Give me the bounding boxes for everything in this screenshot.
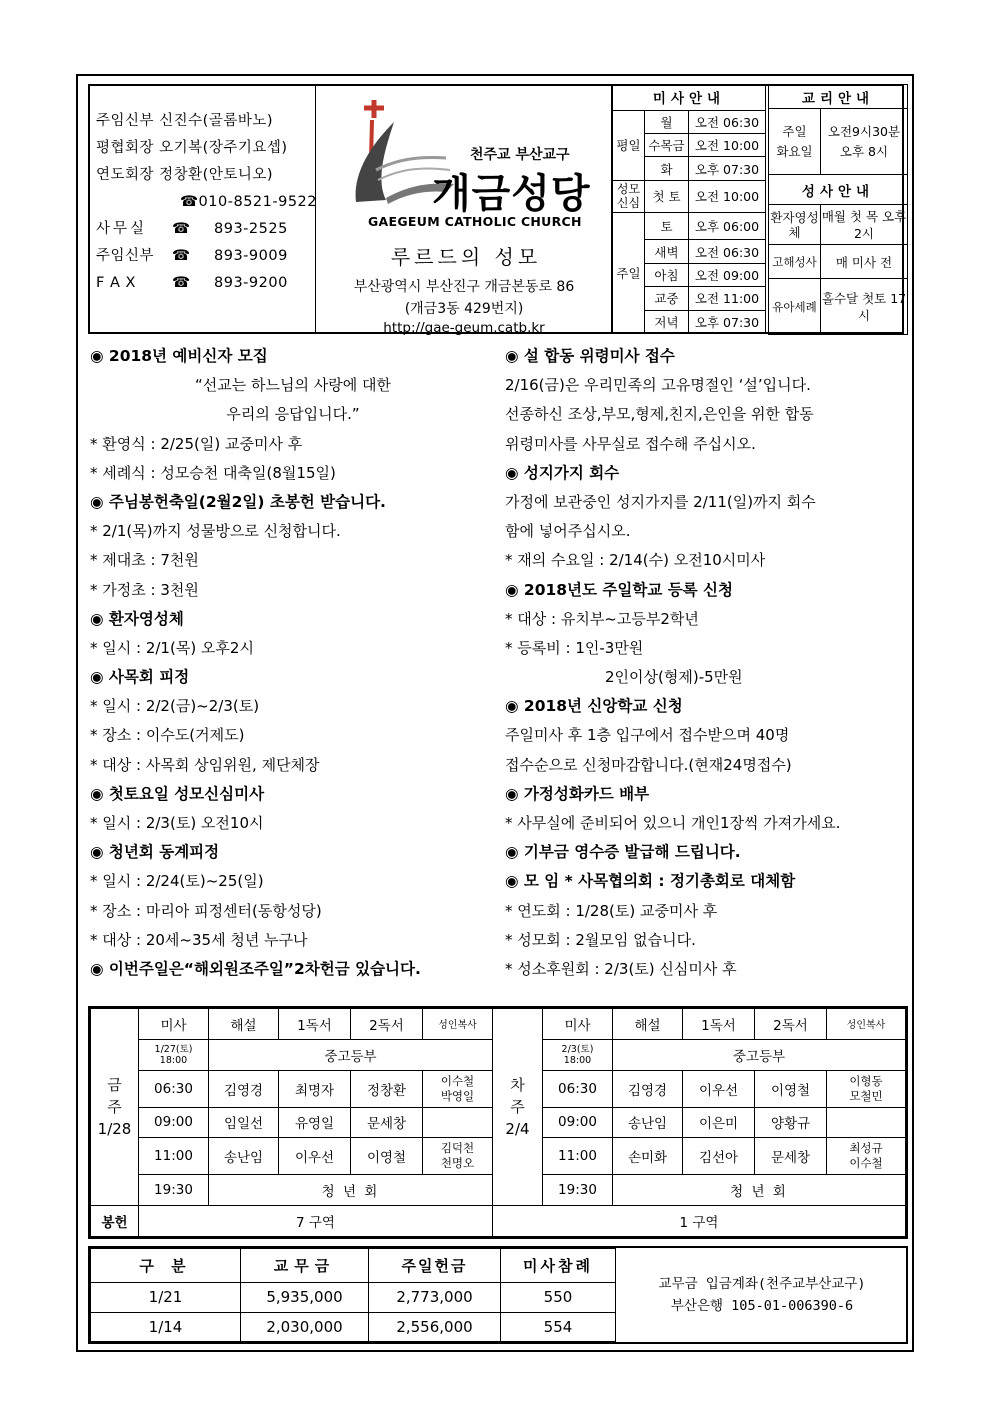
notice-heading: ◉ 가정성화카드 배부 bbox=[505, 784, 650, 803]
staff-row: 평협회장 오기복(장주기요셉) bbox=[96, 140, 288, 156]
notice-line: * 환영식 : 2/25(일) 교중미사 후 bbox=[90, 434, 303, 453]
patron-saint: 루르드의 성모 bbox=[390, 245, 542, 269]
diocese-name: 천주교 부산교구 bbox=[470, 147, 570, 163]
notice-line: * 일시 : 2/1(목) 오후2시 bbox=[90, 638, 254, 657]
notice-line: 우리의 응답입니다.” bbox=[226, 405, 360, 424]
staff-info bbox=[90, 86, 316, 332]
notices-right-column bbox=[505, 342, 907, 984]
notice-line: * 대상 : 유치부~고등부2학년 bbox=[505, 609, 699, 628]
notice-heading: ◉ 첫토요일 성모신심미사 bbox=[90, 784, 265, 803]
roster-table: 금 주 1/28 미사 해설 1독서 2독서 성인복사 차 주 2/4 미사 해설 1독서 2독서 성인복사 1/27(토) 18:00 중고등부 2/3(토) 18:00 중고등부 06:30 김영경 최명자 정창환 이수철 박영일 06:30 김영경 이우선 이영철 이형동 모철민 09:00 임일선 유영일 문세창 09:00 송난임 이은미 양황규 11:00 송난임 이우선 이영철 김덕천 천명오 11:00 손미화 김선아 문세창 최성규 이수철 19:30 청 년 회 19:30 청 년 회 봉헌 7 구역 1 구역 bbox=[90, 1008, 906, 1237]
table-row: 11:00 송난임 이우선 이영철 김덕천 천명오 11:00 손미화 김선아 문세창 최성규 이수철 bbox=[91, 1138, 906, 1175]
church-name: 개금성당 bbox=[432, 171, 591, 217]
notice-heading: ◉ 2018년도 주일학교 등록 신청 bbox=[505, 580, 733, 599]
notice-line: 위령미사를 사무실로 접수해 주십시오. bbox=[505, 434, 756, 453]
notice-line: 선종하신 조상,부모,형제,친지,은인을 위한 합동 bbox=[505, 405, 814, 424]
notice-line: * 재의 수요일 : 2/14(수) 오전10시미사 bbox=[505, 551, 766, 570]
sacrament-title: 성사안내 bbox=[769, 175, 908, 205]
notice-heading: ◉ 모 임 * 사목협의회 : 정기총회로 대체함 bbox=[505, 872, 796, 891]
notice-line: 가정에 보관중인 성지가지를 2/11(일)까지 회수 bbox=[505, 492, 816, 511]
notice-heading: ◉ 설 합동 위령미사 접수 bbox=[505, 347, 675, 365]
table-row: 09:00 임일선 유영일 문세창 09:00 송난임 이은미 양황규 bbox=[91, 1107, 906, 1138]
contact-row: 사무실 ☎ 893-2525 bbox=[96, 216, 315, 243]
phone-icon: ☎ bbox=[172, 248, 191, 264]
notice-line: * 등록비 : 1인-3만원 bbox=[505, 638, 644, 657]
notices-left-column bbox=[90, 342, 496, 984]
this-week-label: 금 주 1/28 bbox=[91, 1009, 139, 1206]
notice-line: * 사무실에 준비되어 있으니 개인1장씩 가져가세요. bbox=[505, 814, 841, 832]
bank-account-info: 교무금 입금계좌(천주교부산교구) 부산은행 105-01-006390-6 bbox=[658, 1276, 866, 1314]
mass-schedule-title: 미사안내 bbox=[613, 85, 766, 111]
notice-heading: ◉ 성지가지 회수 bbox=[505, 463, 620, 482]
finance-table: 구 분 교무금 주일헌금 미사참례 1/21 5,935,000 2,773,000 550 1/14 2,030,000 2,556,000 554 bbox=[90, 1248, 616, 1342]
finance-summary bbox=[88, 1246, 908, 1344]
notice-line: 2인이상(형제)-5만원 bbox=[605, 668, 743, 687]
notice-heading: ◉ 주님봉헌축일(2월2일) 초봉헌 받습니다. bbox=[90, 492, 386, 511]
fax-icon: ☎ bbox=[172, 275, 191, 291]
table-row: 19:30 청 년 회 19:30 청 년 회 bbox=[91, 1175, 906, 1206]
contact-row: F A X ☎ 893-9200 bbox=[96, 270, 315, 297]
notice-line: * 연도회 : 1/28(토) 교중미사 후 bbox=[505, 901, 718, 920]
notice-line: * 가정초 : 3천원 bbox=[90, 580, 199, 599]
catechism-sacrament-table: 교리안내 주일 화요일 오전9시30분 오후 8시 성사안내 환자영성체 매월 첫 목 오후 2시 고해성사 매 미사 전 유아세례 홀수달 첫토 17시 bbox=[768, 84, 908, 335]
notice-line: * 일시 : 2/3(토) 오전10시 bbox=[90, 814, 264, 832]
contact-row: 주임신부 ☎ 893-9009 bbox=[96, 243, 315, 270]
notice-heading: ◉ 청년회 동계피정 bbox=[90, 843, 220, 862]
mass-schedule-table: 미사안내 평일 월 오전 06:30 수목금 오전 10:00 화 오후 07:30 성모신심 첫 토 오전 10:00 주일 토 오후 06:00 새벽 오전 06:30 아침 오전 09:00 교중 오전 11:00 저녁 오후 07:30 bbox=[612, 84, 766, 334]
notice-line: * 세례식 : 성모승천 대축일(8월15일) bbox=[90, 463, 336, 482]
notice-line: 2/16(금)은 우리민족의 고유명절인 ‘설’입니다. bbox=[505, 376, 811, 395]
notice-line: 접수순으로 신청마감합니다.(현재24명접수) bbox=[505, 755, 792, 774]
header bbox=[88, 84, 907, 336]
address-line: (개금3동 429번지) bbox=[404, 301, 524, 317]
notice-heading: ◉ 사목회 피정 bbox=[90, 668, 190, 687]
notice-line: “선교는 하느님의 사랑에 대한 bbox=[195, 376, 391, 395]
notice-heading: ◉ 2018년 신앙학교 신청 bbox=[505, 697, 683, 716]
notices bbox=[88, 342, 904, 998]
catechism-title: 교리안내 bbox=[769, 85, 908, 109]
staff-row: 연도회장 정창환(안토니오) bbox=[96, 167, 274, 183]
liturgy-roster bbox=[88, 1006, 908, 1239]
staff-row: 주임신부 신진수(골롬바노) bbox=[96, 113, 274, 129]
bulletin-page bbox=[76, 74, 914, 1352]
notice-line: * 성모회 : 2월모임 없습니다. bbox=[505, 930, 696, 949]
table-row: 1/21 5,935,000 2,773,000 550 bbox=[91, 1283, 616, 1312]
notice-line: * 2/1(목)까지 성물방으로 신청합니다. bbox=[90, 522, 341, 541]
notice-line: * 장소 : 이수도(거제도) bbox=[90, 726, 245, 745]
next-week-label: 차 주 2/4 bbox=[493, 1009, 543, 1206]
notice-heading: ◉ 2018년 예비신자 모집 bbox=[90, 347, 268, 365]
notice-heading: ◉ 환자영성체 bbox=[90, 609, 184, 628]
notice-line: * 제대초 : 7천원 bbox=[90, 551, 199, 570]
notice-line: * 대상 : 사목회 상임위원, 제단체장 bbox=[90, 755, 320, 774]
notice-line: * 일시 : 2/24(토)~25(일) bbox=[90, 872, 264, 891]
notice-line: 주일미사 후 1층 입구에서 접수받으며 40명 bbox=[505, 726, 790, 745]
notice-line: 함에 넣어주십시오. bbox=[505, 522, 631, 541]
church-logo-area bbox=[316, 86, 612, 336]
website-link[interactable]: http://gae-geum.catb.kr bbox=[383, 320, 545, 336]
notice-line: * 일시 : 2/2(금)~2/3(토) bbox=[90, 697, 260, 716]
notice-line: * 성소후원회 : 2/3(토) 신심미사 후 bbox=[505, 959, 737, 978]
notice-line: * 대상 : 20세~35세 청년 누구나 bbox=[90, 930, 308, 949]
offering-row: 봉헌 7 구역 1 구역 bbox=[91, 1206, 906, 1237]
table-row: 06:30 김영경 최명자 정창환 이수철 박영일 06:30 김영경 이우선 이영철 이형동 모철민 bbox=[91, 1070, 906, 1107]
address-line: 부산광역시 부산진구 개금본동로 86 bbox=[353, 279, 575, 295]
notice-line: * 장소 : 마리아 피정센터(동항성당) bbox=[90, 901, 322, 920]
mobile-number: ☎010-8521-9522 bbox=[180, 194, 318, 210]
notice-heading: ◉ 이번주일은“해외원조주일”2차헌금 있습니다. bbox=[90, 959, 421, 978]
table-row: 1/14 2,030,000 2,556,000 554 bbox=[91, 1312, 616, 1341]
church-name-english: GAEGEUM CATHOLIC CHURCH bbox=[368, 214, 582, 229]
notice-heading: ◉ 기부금 영수증 발급해 드립니다. bbox=[505, 843, 741, 862]
phone-icon: ☎ bbox=[172, 221, 191, 237]
